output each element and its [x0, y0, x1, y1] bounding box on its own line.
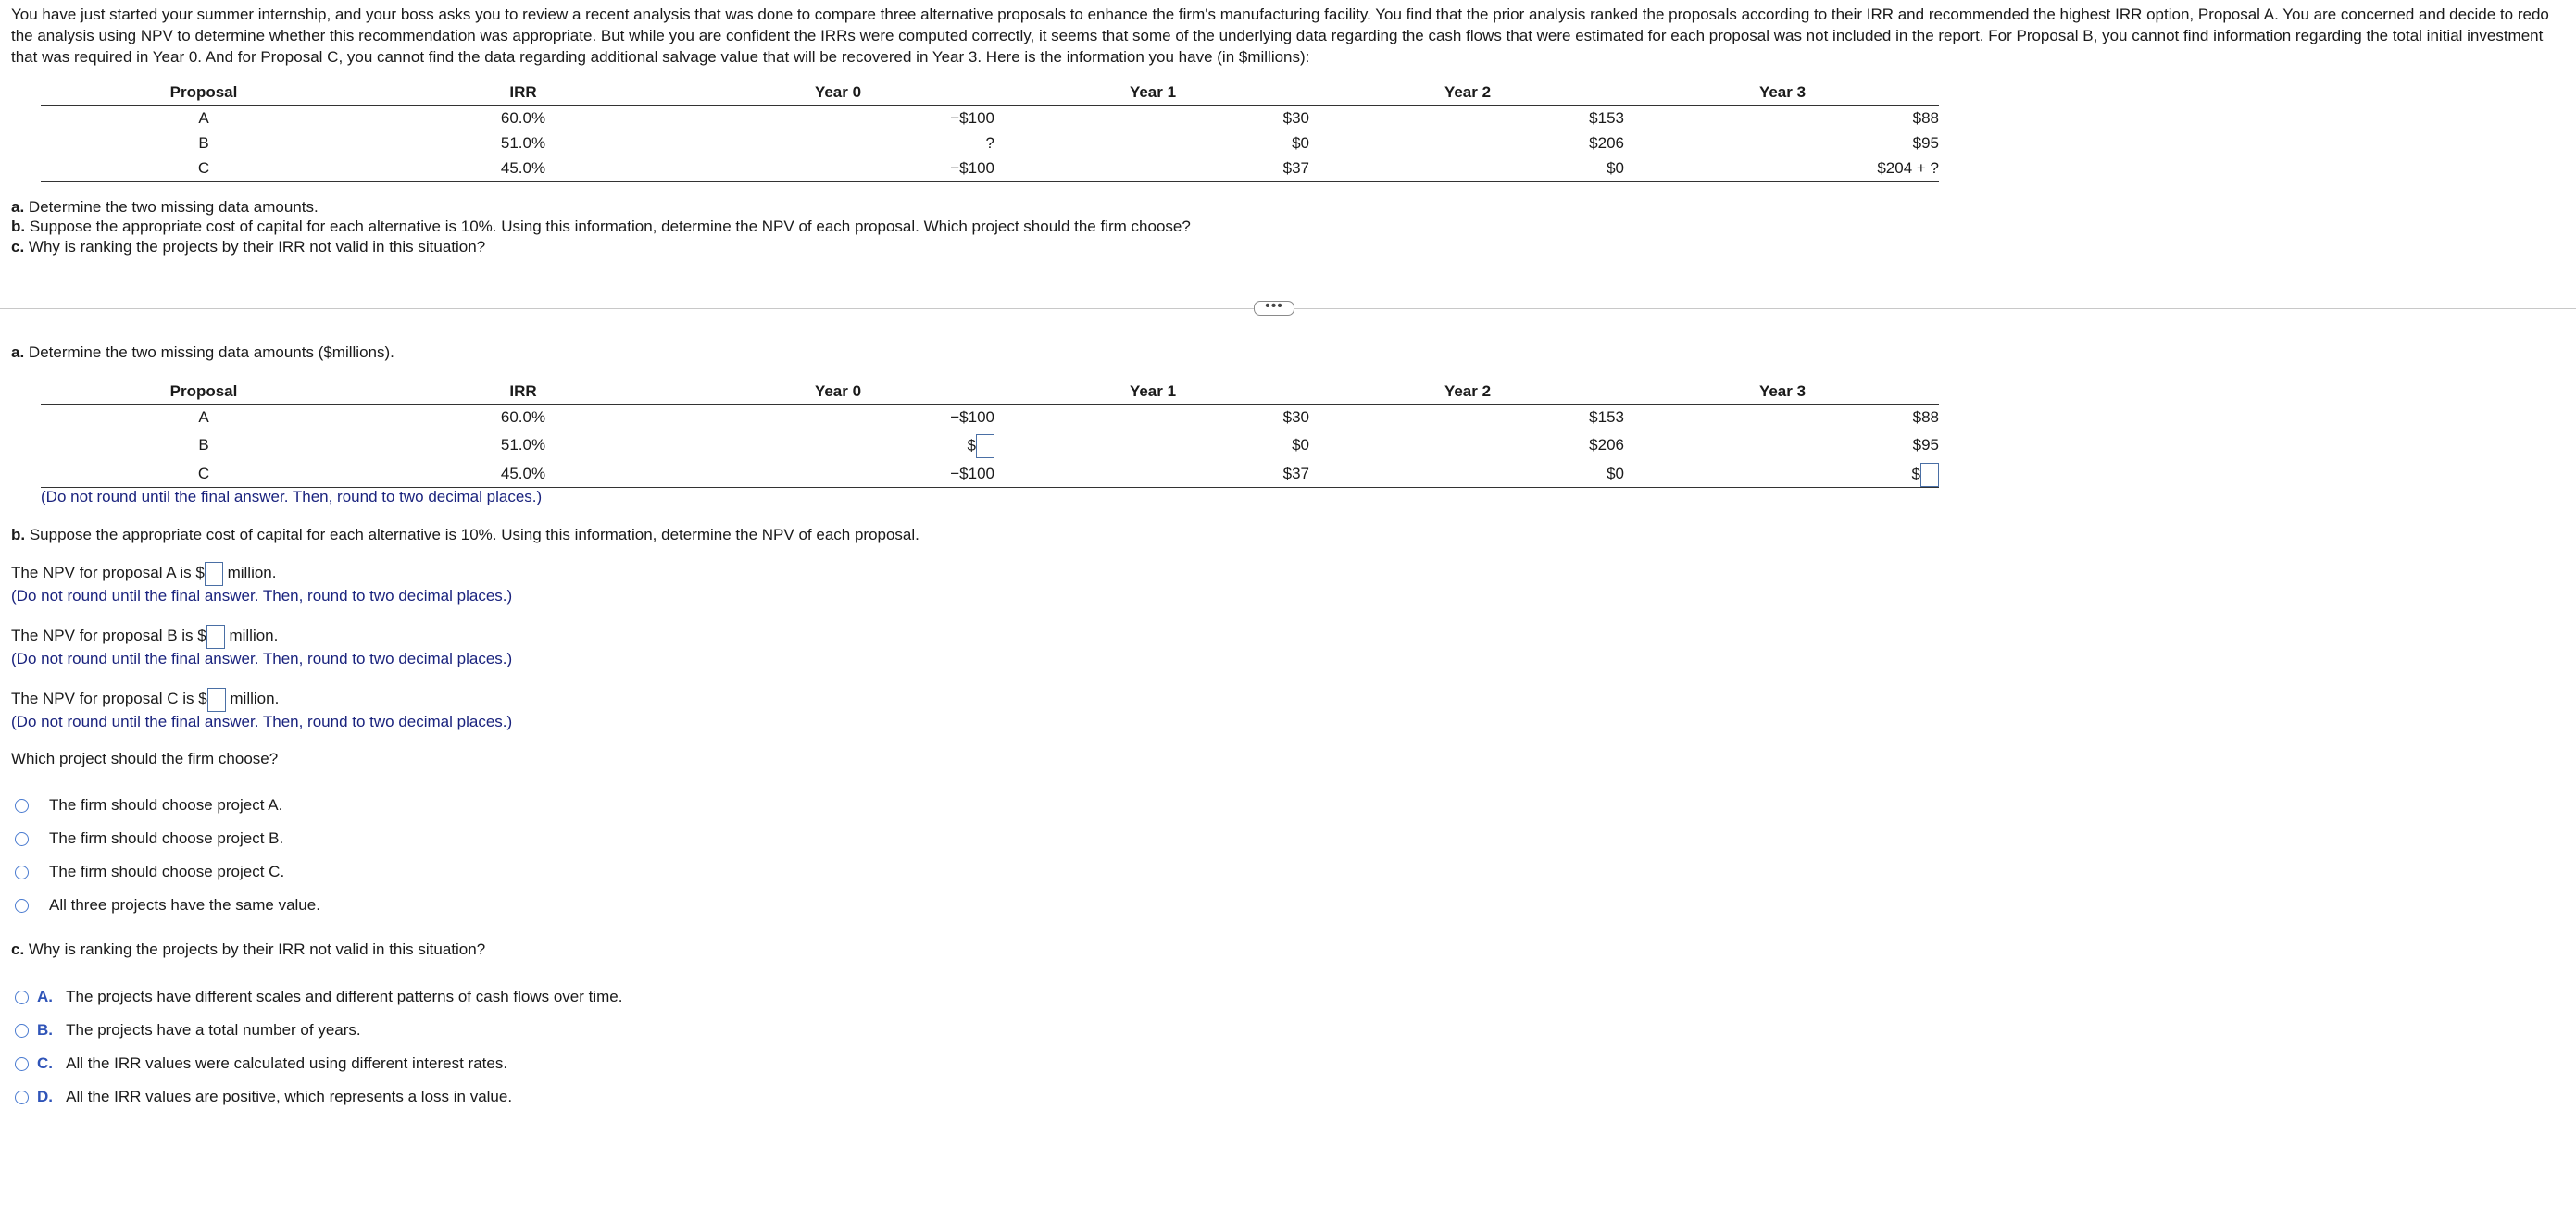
- c-option-d-radio[interactable]: [15, 1091, 29, 1104]
- section-c-label: c.: [11, 941, 25, 958]
- part-a-prompt: [11, 197, 319, 218]
- header-rule: [41, 105, 1939, 106]
- year1-cell: $37: [1282, 159, 1309, 177]
- year3-answer-cell: [1778, 463, 1939, 487]
- year2-cell: $153: [1589, 408, 1624, 426]
- c-option-b-text: The projects have a total number of years.: [66, 1021, 361, 1039]
- npv-a-input[interactable]: [205, 562, 223, 586]
- choose-a-label[interactable]: The firm should choose project A.: [49, 796, 283, 814]
- section-b-label: b.: [11, 526, 26, 543]
- col-proposal-header: Proposal: [169, 83, 238, 101]
- year0-cell: −$100: [950, 465, 994, 482]
- year0-cell: −$100: [950, 109, 994, 127]
- year2-cell: $0: [1607, 159, 1624, 177]
- year3-cell: $95: [1912, 436, 1939, 454]
- col-year2-header: Year 2: [1444, 382, 1492, 400]
- choose-b-radio[interactable]: [15, 832, 29, 846]
- year3-cell: $204 + ?: [1877, 159, 1939, 177]
- npv-b-input[interactable]: [206, 625, 225, 649]
- table-row: [0, 132, 2576, 155]
- choose-same-radio[interactable]: [15, 899, 29, 913]
- year0-cell: ?: [985, 134, 994, 152]
- irr-cell: 60.0%: [500, 408, 546, 426]
- section-c-heading: [11, 940, 485, 960]
- section-c-text: Why is ranking the projects by their IRR not valid in this situation?: [28, 941, 486, 958]
- section-a-text: Determine the two missing data amounts ($millions).: [28, 343, 394, 361]
- rounding-hint: (Do not round until the final answer. Then, round to two decimal places.): [11, 587, 513, 604]
- col-year1-header: Year 1: [1129, 83, 1177, 101]
- year0-cell: −$100: [950, 159, 994, 177]
- choose-b-label[interactable]: The firm should choose project B.: [49, 829, 284, 847]
- currency-prefix: $: [1911, 465, 1920, 483]
- npv-a-suffix: million.: [227, 564, 277, 581]
- proposal-b-year0-input[interactable]: [976, 434, 994, 458]
- c-option-c-label[interactable]: [37, 1054, 507, 1073]
- c-option-c-radio[interactable]: [15, 1057, 29, 1071]
- col-year3-header: Year 3: [1758, 382, 1807, 400]
- section-a-label: a.: [11, 343, 25, 361]
- c-option-a-label[interactable]: [37, 988, 622, 1006]
- c-option-b-label[interactable]: [37, 1021, 361, 1040]
- section-b-heading: [11, 525, 919, 545]
- irr-cell: 45.0%: [500, 159, 546, 177]
- c-option-c-letter: C.: [37, 1054, 53, 1072]
- col-year0-header: Year 0: [814, 83, 862, 101]
- c-option-b-letter: B.: [37, 1021, 53, 1039]
- npv-c-prefix: The NPV for proposal C is $: [11, 690, 207, 707]
- npv-c-suffix: million.: [230, 690, 280, 707]
- year1-cell: $30: [1282, 408, 1309, 426]
- choose-c-radio[interactable]: [15, 866, 29, 879]
- c-option-b-radio[interactable]: [15, 1024, 29, 1038]
- rounding-hint: (Do not round until the final answer. Then, round to two decimal places.): [41, 488, 543, 505]
- table-row: [0, 434, 2576, 456]
- proposal-c-year3-input[interactable]: [1920, 463, 1939, 487]
- part-a-label: a.: [11, 198, 25, 216]
- currency-prefix: $: [967, 436, 976, 455]
- proposal-cell: A: [198, 408, 209, 426]
- c-option-c-text: All the IRR values were calculated using different interest rates.: [66, 1054, 508, 1072]
- table-row: [0, 157, 2576, 180]
- expand-dots-button[interactable]: •••: [1254, 301, 1294, 316]
- choose-question: Which project should the firm choose?: [11, 750, 279, 767]
- proposal-cell: A: [198, 109, 209, 127]
- year2-cell: $153: [1589, 109, 1624, 127]
- proposal-cell: B: [198, 134, 209, 152]
- table-bottom-rule: [41, 181, 1939, 182]
- table-row: [0, 463, 2576, 485]
- year1-cell: $30: [1282, 109, 1309, 127]
- rounding-hint: (Do not round until the final answer. Then, round to two decimal places.): [11, 650, 513, 667]
- c-option-d-text: All the IRR values are positive, which represents a loss in value.: [66, 1088, 513, 1105]
- col-proposal-header: Proposal: [169, 382, 238, 400]
- c-option-a-text: The projects have different scales and different patterns of cash flows over time.: [66, 988, 623, 1005]
- npv-a-line: [11, 561, 276, 586]
- irr-cell: 51.0%: [500, 134, 546, 152]
- choose-same-label[interactable]: All three projects have the same value.: [49, 896, 320, 914]
- irr-cell: 60.0%: [500, 109, 546, 127]
- part-b-label: b.: [11, 218, 26, 235]
- irr-cell: 51.0%: [500, 436, 546, 454]
- npv-b-line: [11, 624, 278, 649]
- col-year3-header: Year 3: [1758, 83, 1807, 101]
- table-header-row: [0, 380, 2576, 403]
- col-irr-header: IRR: [509, 83, 537, 101]
- table-row: [0, 107, 2576, 130]
- year2-cell: $206: [1589, 436, 1624, 454]
- c-option-d-letter: D.: [37, 1088, 53, 1105]
- npv-c-line: [11, 687, 279, 712]
- year1-cell: $37: [1282, 465, 1309, 482]
- c-option-a-letter: A.: [37, 988, 53, 1005]
- npv-c-input[interactable]: [207, 688, 226, 712]
- header-rule: [41, 404, 1939, 405]
- year1-cell: $0: [1292, 436, 1309, 454]
- year3-cell: $88: [1912, 408, 1939, 426]
- c-option-a-radio[interactable]: [15, 991, 29, 1004]
- part-c-label: c.: [11, 238, 25, 256]
- year2-cell: $206: [1589, 134, 1624, 152]
- choose-c-label[interactable]: The firm should choose project C.: [49, 863, 285, 880]
- npv-b-suffix: million.: [229, 627, 279, 644]
- year3-cell: $88: [1912, 109, 1939, 127]
- irr-cell: 45.0%: [500, 465, 546, 482]
- year0-cell: −$100: [950, 408, 994, 426]
- col-irr-header: IRR: [509, 382, 537, 400]
- part-b-text: Suppose the appropriate cost of capital for each alternative is 10%. Using this information, determine the NPV of each proposal. Which project should the firm choose?: [29, 218, 1191, 235]
- section-a-heading: [11, 343, 394, 363]
- npv-b-prefix: The NPV for proposal B is $: [11, 627, 206, 644]
- rounding-hint: (Do not round until the final answer. Then, round to two decimal places.): [11, 713, 513, 730]
- proposal-cell: C: [197, 159, 210, 177]
- col-year0-header: Year 0: [814, 382, 862, 400]
- table-row: [0, 406, 2576, 429]
- year0-answer-cell: [833, 434, 994, 458]
- table-header-row: [0, 81, 2576, 104]
- proposal-cell: B: [198, 436, 209, 454]
- proposal-cell: C: [197, 465, 210, 482]
- part-a-text: Determine the two missing data amounts.: [28, 198, 319, 216]
- year2-cell: $0: [1607, 465, 1624, 482]
- year3-cell: $95: [1912, 134, 1939, 152]
- choose-a-radio[interactable]: [15, 799, 29, 813]
- problem-intro: You have just started your summer internship, and your boss asks you to review a recent analysis that was done to compare three alternative proposals to enhance the firm's manufacturing facility. You find that the prior analysis ranked the proposals according to their IRR and recommended the highest IRR option, Proposal A. You are concerned and decide to redo the analysis using NPV to determine whether this recommendation was appropriate. But while you are confident the IRRs were computed correctly, it seems that some of the underlying data regarding the cash flows that were estimated for each proposal was not included in the report. For Proposal B, you cannot find information regarding the total initial investment that was required in Year 0. And for Proposal C, you cannot find the data regarding additional salvage value that will be recovered in Year 3. Here is the information you have (in $millions):: [11, 6, 2549, 66]
- npv-a-prefix: The NPV for proposal A is $: [11, 564, 205, 581]
- col-year2-header: Year 2: [1444, 83, 1492, 101]
- part-b-prompt: [11, 217, 1191, 237]
- part-c-prompt: [11, 237, 485, 257]
- part-c-text: Why is ranking the projects by their IRR not valid in this situation?: [28, 238, 486, 256]
- section-b-text: Suppose the appropriate cost of capital for each alternative is 10%. Using this information, determine the NPV of each proposal.: [29, 526, 919, 543]
- c-option-d-label[interactable]: [37, 1088, 512, 1106]
- col-year1-header: Year 1: [1129, 382, 1177, 400]
- year1-cell: $0: [1292, 134, 1309, 152]
